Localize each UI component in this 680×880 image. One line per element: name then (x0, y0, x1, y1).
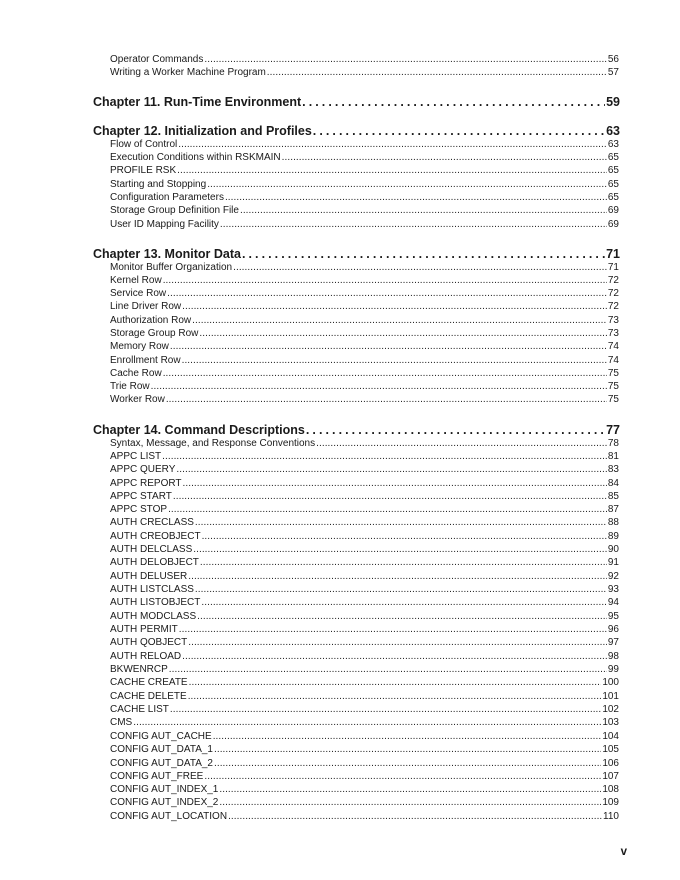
toc-entry[interactable] (110, 676, 619, 689)
toc-entry[interactable] (110, 543, 619, 556)
toc-page-number: 91 (607, 557, 619, 568)
toc-title: Execution Conditions within RSKMAIN (110, 152, 281, 163)
toc-entry[interactable] (110, 354, 619, 367)
dot-leader (197, 610, 607, 623)
dot-leader (188, 690, 602, 703)
dot-leader (214, 743, 601, 756)
toc-entry[interactable] (110, 490, 619, 503)
toc-page-number: 107 (602, 771, 619, 782)
toc-page-number: 63 (607, 139, 619, 150)
toc-page-number: 74 (607, 341, 619, 352)
toc-entry[interactable] (110, 164, 619, 177)
dot-leader (220, 218, 607, 231)
toc-page-number: 72 (607, 301, 619, 312)
toc-entry[interactable] (110, 690, 619, 703)
toc-entry[interactable] (110, 610, 619, 623)
toc-title: CONFIG AUT_DATA_2 (110, 758, 213, 769)
toc-title: APPC QUERY (110, 464, 176, 475)
toc-entry[interactable] (110, 327, 619, 340)
toc-entry[interactable] (110, 191, 619, 204)
toc-title: PROFILE RSK (110, 165, 177, 176)
toc-page-number: 81 (607, 451, 619, 462)
toc-page-number: 63 (606, 124, 620, 138)
dot-leader (179, 623, 607, 636)
toc-entry[interactable] (110, 663, 619, 676)
toc-entry[interactable] (110, 151, 619, 164)
toc-title: AUTH LISTCLASS (110, 584, 194, 595)
toc-title: AUTH DELUSER (110, 571, 188, 582)
toc-page-number: 74 (607, 355, 619, 366)
toc-title: Service Row (110, 288, 167, 299)
dot-leader (193, 543, 607, 556)
toc-entry[interactable] (110, 66, 619, 79)
toc-page-number: 104 (602, 731, 619, 742)
toc-title: AUTH MODCLASS (110, 611, 197, 622)
toc-entry[interactable] (110, 516, 619, 529)
dot-leader (201, 596, 606, 609)
toc-entry[interactable] (110, 450, 619, 463)
toc-title: AUTH DELOBJECT (110, 557, 199, 568)
toc-entry[interactable] (110, 743, 619, 756)
toc-title: CONFIG AUT_FREE (110, 771, 204, 782)
toc-entry[interactable] (110, 367, 619, 380)
toc-title: Kernel Row (110, 275, 162, 286)
dot-leader (225, 191, 607, 204)
toc-page-number: 109 (602, 797, 619, 808)
toc-entry[interactable] (110, 596, 619, 609)
dot-leader (200, 556, 607, 569)
toc-page-number: 72 (607, 288, 619, 299)
toc-entry[interactable] (110, 138, 619, 151)
dot-leader (214, 757, 601, 770)
toc-title: BKWENRCP (110, 664, 168, 675)
toc-page-number: 72 (607, 275, 619, 286)
toc-title: CONFIG AUT_CACHE (110, 731, 212, 742)
toc-title: Authorization Row (110, 315, 192, 326)
toc-title: APPC LIST (110, 451, 162, 462)
toc-page-number: 93 (607, 584, 619, 595)
dot-leader (228, 810, 602, 823)
toc-title: Trie Row (110, 381, 150, 392)
toc-page-number: 57 (607, 67, 619, 78)
toc-title: Worker Row (110, 394, 165, 405)
toc-entry[interactable] (110, 650, 619, 663)
toc-page-number: 71 (607, 262, 619, 273)
toc-title: Syntax, Message, and Response Conventions (110, 438, 316, 449)
toc-title: CONFIG AUT_INDEX_2 (110, 797, 219, 808)
toc-page-number: 85 (607, 491, 619, 502)
toc-page-number: 96 (607, 624, 619, 635)
dot-leader (213, 730, 602, 743)
toc-entry[interactable] (110, 796, 619, 809)
page-number: v (620, 846, 627, 858)
toc-page-number: 105 (602, 744, 619, 755)
toc-entry[interactable] (110, 530, 619, 543)
dot-leader (176, 463, 606, 476)
toc-entry[interactable] (110, 218, 619, 231)
toc-title: Configuration Parameters (110, 192, 224, 203)
dot-leader (183, 477, 607, 490)
toc-page-number: 59 (606, 95, 620, 109)
toc-entry[interactable] (110, 770, 619, 783)
toc-entry[interactable] (110, 261, 619, 274)
toc-title: CONFIG AUT_INDEX_1 (110, 784, 219, 795)
toc-page-number: 75 (607, 394, 619, 405)
dot-leader (188, 636, 607, 649)
toc-page-number: 65 (607, 192, 619, 203)
dot-leader (182, 300, 607, 313)
toc-entry[interactable] (110, 783, 619, 796)
toc-entry[interactable] (110, 393, 619, 406)
toc-title: CONFIG AUT_DATA_1 (110, 744, 213, 755)
toc-entry[interactable] (110, 716, 619, 729)
dot-leader (178, 138, 607, 151)
toc-page-number: 71 (606, 247, 620, 261)
dot-leader (316, 437, 607, 450)
toc-page-number: 95 (607, 611, 619, 622)
toc-title: AUTH LISTOBJECT (110, 597, 201, 608)
toc-page-number: 75 (607, 381, 619, 392)
toc-title: User ID Mapping Facility (110, 219, 219, 230)
toc-page-number: 90 (607, 544, 619, 555)
dot-leader (282, 151, 607, 164)
dot-leader (204, 53, 607, 66)
toc-entry[interactable] (110, 274, 619, 287)
toc-page-number: 65 (607, 165, 619, 176)
dot-leader (202, 530, 607, 543)
dot-leader (240, 204, 607, 217)
toc-entry[interactable] (110, 340, 619, 353)
toc-title: Chapter 13. Monitor Data (93, 247, 241, 261)
dot-leader (168, 503, 607, 516)
toc-title: AUTH QOBJECT (110, 637, 188, 648)
toc-page-number: 98 (607, 651, 619, 662)
toc-title: Chapter 11. Run-Time Environment (93, 95, 302, 109)
dot-leader (199, 327, 606, 340)
toc-title: Monitor Buffer Organization (110, 262, 233, 273)
dot-leader (177, 164, 607, 177)
toc-title: Starting and Stopping (110, 179, 207, 190)
dot-leader (267, 66, 607, 79)
toc-entry[interactable] (110, 503, 619, 516)
dot-leader (133, 716, 601, 729)
toc-title: Storage Group Row (110, 328, 199, 339)
dot-leader (207, 178, 607, 191)
toc-page-number: 75 (607, 368, 619, 379)
toc-title: CACHE LIST (110, 704, 169, 715)
toc-page-number: 83 (607, 464, 619, 475)
toc-title: AUTH CREOBJECT (110, 531, 201, 542)
toc-title: Memory Row (110, 341, 169, 352)
toc-title: CONFIG AUT_LOCATION (110, 811, 228, 822)
dot-leader (195, 516, 607, 529)
toc-title: APPC START (110, 491, 172, 502)
toc-page-number: 99 (607, 664, 619, 675)
dot-leader (167, 287, 607, 300)
toc-title: AUTH PERMIT (110, 624, 178, 635)
toc-title: Operator Commands (110, 54, 204, 65)
toc-title: APPC STOP (110, 504, 168, 515)
toc-title: AUTH CRECLASS (110, 517, 194, 528)
toc-page-number: 87 (607, 504, 619, 515)
dot-leader (189, 676, 602, 689)
dot-leader (173, 490, 607, 503)
toc-title: Line Driver Row (110, 301, 182, 312)
toc-entry[interactable] (110, 178, 619, 191)
toc-page-number: 101 (602, 691, 619, 702)
toc-title: Enrollment Row (110, 355, 181, 366)
toc-chapter-heading[interactable] (93, 94, 620, 111)
toc-title: Writing a Worker Machine Program (110, 67, 266, 78)
toc-title: Storage Group Definition File (110, 205, 239, 216)
toc-page-number: 106 (602, 758, 619, 769)
toc-page-number: 89 (607, 531, 619, 542)
dot-leader (163, 367, 607, 380)
dot-leader (170, 340, 607, 353)
dot-leader (170, 703, 601, 716)
toc-page-number: 73 (607, 315, 619, 326)
toc-entry[interactable] (110, 463, 619, 476)
dot-leader (162, 450, 607, 463)
toc-entry[interactable] (110, 300, 619, 313)
toc-entry[interactable] (110, 314, 619, 327)
toc-entry[interactable] (110, 757, 619, 770)
toc-page-number: 88 (607, 517, 619, 528)
dot-leader (182, 354, 607, 367)
dot-leader (219, 796, 601, 809)
toc-entry[interactable] (110, 810, 619, 823)
toc-title: Cache Row (110, 368, 162, 379)
toc-title: CACHE CREATE (110, 677, 188, 688)
dot-leader (302, 94, 605, 111)
toc-entry[interactable] (110, 477, 619, 490)
toc-title: CMS (110, 717, 133, 728)
toc-page-number: 84 (607, 478, 619, 489)
toc-entry[interactable] (110, 556, 619, 569)
toc-page-number: 97 (607, 637, 619, 648)
toc-title: CACHE DELETE (110, 691, 187, 702)
toc-page-number: 102 (602, 704, 619, 715)
toc-page-number: 65 (607, 152, 619, 163)
toc-entry[interactable] (110, 730, 619, 743)
toc-page-number: 69 (607, 219, 619, 230)
toc-page-number: 77 (606, 423, 620, 437)
dot-leader (163, 274, 607, 287)
dot-leader (182, 650, 607, 663)
toc-entry[interactable] (110, 437, 619, 450)
toc-title: AUTH RELOAD (110, 651, 182, 662)
toc-page-number: 92 (607, 571, 619, 582)
toc-title: APPC REPORT (110, 478, 182, 489)
toc-page-number: 100 (602, 677, 619, 688)
toc-entry[interactable] (110, 380, 619, 393)
toc-page-number: 110 (603, 811, 619, 822)
toc-page-number: 94 (607, 597, 619, 608)
toc-entry[interactable] (110, 204, 619, 217)
dot-leader (188, 570, 607, 583)
dot-leader (204, 770, 601, 783)
toc-entry[interactable] (110, 703, 619, 716)
toc-entry[interactable] (110, 636, 619, 649)
toc-page-number: 78 (607, 438, 619, 449)
dot-leader (233, 261, 607, 274)
dot-leader (151, 380, 607, 393)
toc-title: Chapter 14. Command Descriptions (93, 423, 305, 437)
toc-title: Flow of Control (110, 139, 178, 150)
toc-title: Chapter 12. Initialization and Profiles (93, 124, 312, 138)
dot-leader (195, 583, 607, 596)
toc-entry[interactable] (110, 53, 619, 66)
toc-page-number: 65 (607, 179, 619, 190)
dot-leader (166, 393, 607, 406)
toc-page-number: 69 (607, 205, 619, 216)
toc-page-number: 103 (602, 717, 619, 728)
dot-leader (192, 314, 607, 327)
toc-entry[interactable] (110, 623, 619, 636)
toc-page-number: 108 (602, 784, 619, 795)
dot-leader (219, 783, 601, 796)
toc-page-number: 73 (607, 328, 619, 339)
dot-leader (169, 663, 607, 676)
toc-title: AUTH DELCLASS (110, 544, 193, 555)
toc-entry[interactable] (110, 287, 619, 300)
toc-page-number: 56 (607, 54, 619, 65)
toc-entry[interactable] (110, 583, 619, 596)
toc-entry[interactable] (110, 570, 619, 583)
